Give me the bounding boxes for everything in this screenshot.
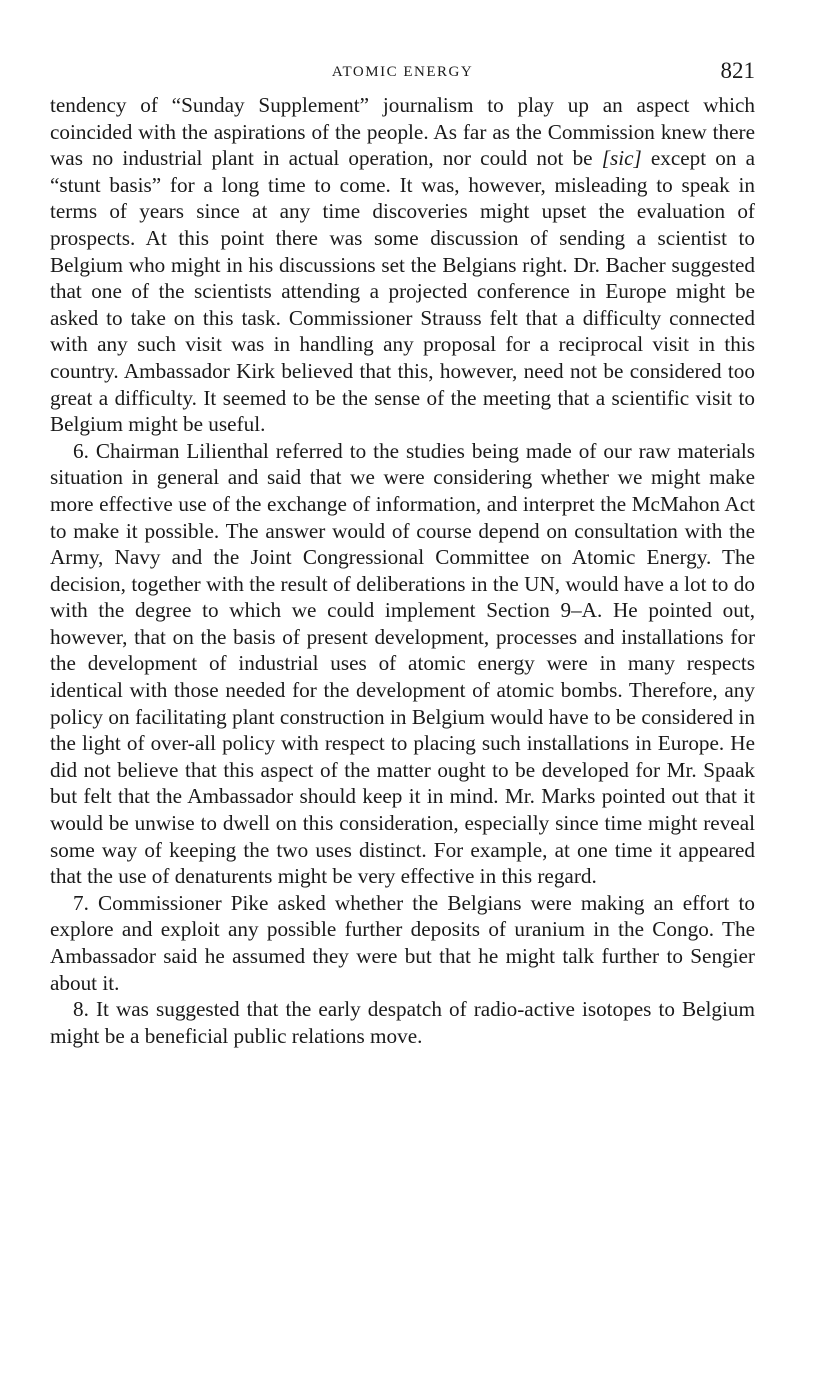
paragraph-text: tendency of “Sunday Supplement” journalism to play up an aspect which coincided with the aspirations of the people. As far as the Commission knew there was no industrial plant in actual operation, nor could not be xyxy=(50,93,755,171)
running-header xyxy=(50,58,755,92)
paragraph-continued xyxy=(50,92,755,438)
paragraph-8: 8. It was suggested that the early despatch of radio-active isotopes to Belgium might be a beneficial public relations move. xyxy=(50,997,755,1048)
document-page xyxy=(50,58,755,1049)
page-number: 821 xyxy=(720,58,755,83)
paragraph-7: 7. Commissioner Pike asked whether the Belgians were making an effort to explore and exploit any possible further deposits of uranium in the Congo. The Ambassador said he assumed they were but that he might talk further to Sengier about it. xyxy=(50,890,755,995)
paragraph-6: 6. Chairman Lilienthal referred to the studies being made of our raw materials situation in general and said that we were considering whether we might make more effective use of the exchange of information, and interpret the McMahon Act to make it possible. The answer would of course depend on consultation with the Army, Navy and the Joint Congressional Committee on Atomic Energy. The decision, together with the result of deliberations in the UN, would have a lot to do with the degree to which we could implement Section 9–A. He pointed out, however, that on the basis of present development, processes and installations for the development of industrial uses of atomic energy were in many respects identical with those needed for the development of atomic bombs. Therefore, any policy on facilitating plant construction in Belgium would have to be considered in the light of over-all policy with respect to placing such installations in Europe. He did not believe that this aspect of the matter ought to be developed for Mr. Spaak but felt that the Ambassador should keep it in mind. Mr. Marks pointed out that it would be unwise to dwell on this consideration, especially since time might reveal some way of keeping the two uses distinct. For example, at one time it appeared that the use of denaturents might be very effective in this regard. xyxy=(50,438,755,889)
body-text xyxy=(50,92,755,1049)
sic-annotation: [sic] xyxy=(601,146,642,171)
running-title: ATOMIC ENERGY xyxy=(331,64,474,80)
paragraph-text: except on a “stunt basis” for a long time to come. It was, however, misleading to speak in terms of years since at any time discoveries might upset the evaluation of prospects. At this point there was some discussion of sending a scientist to Belgium who might in his discussions set the Belgians right. Dr. Bacher suggested that one of the scientists attending a projected conference in Europe might be asked to take on this task. Commissioner Strauss felt that a difficulty connected with any such visit was in handling any proposal for a reciprocal visit in this country. Ambassador Kirk believed that this, however, need not be considered too great a difficulty. It seemed to be the sense of the meeting that a scientific visit to Belgium might be useful. xyxy=(50,146,755,437)
